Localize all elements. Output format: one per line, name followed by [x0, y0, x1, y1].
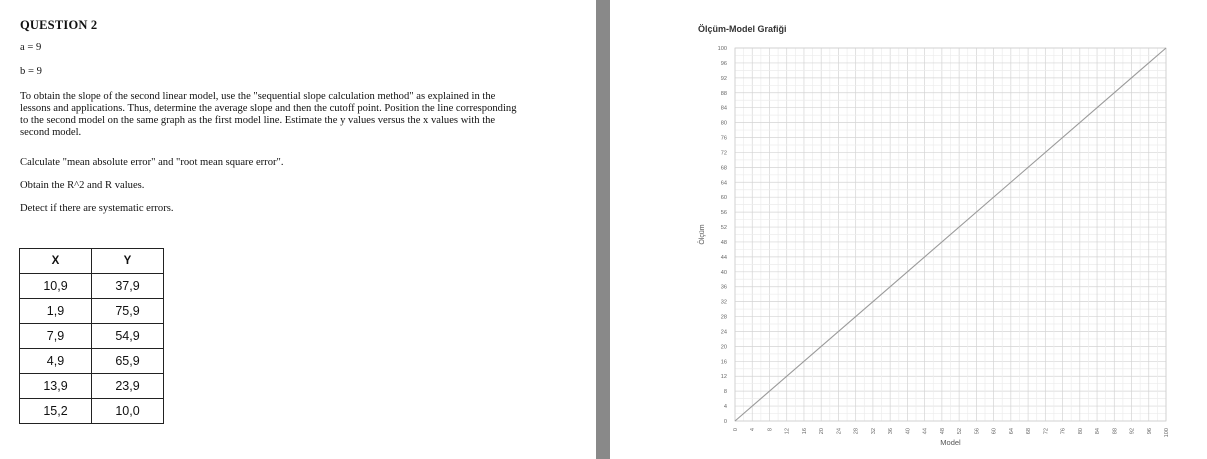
- y-tick-label: 48: [720, 239, 727, 246]
- table-row: [20, 349, 164, 374]
- x-axis-ticks: [733, 428, 1170, 437]
- y-tick-label: 52: [720, 225, 727, 232]
- cell-y: 23,9: [92, 374, 164, 399]
- y-tick-label: 32: [720, 299, 727, 306]
- x-tick-label: 100: [1164, 428, 1170, 438]
- y-axis-label: Ölçüm: [699, 224, 706, 245]
- y-tick-label: 92: [720, 75, 727, 82]
- x-tick-label: 88: [1112, 428, 1119, 435]
- olcum-model-chart: [690, 18, 1180, 450]
- x-tick-label: 96: [1146, 428, 1153, 435]
- x-tick-label: 76: [1060, 428, 1067, 435]
- cell-x: 4,9: [20, 349, 92, 374]
- x-tick-label: 72: [1043, 428, 1050, 435]
- y-tick-label: 96: [720, 60, 727, 67]
- page-divider: [596, 0, 610, 459]
- y-tick-label: 80: [720, 120, 727, 127]
- cell-x: 7,9: [20, 324, 92, 349]
- y-tick-label: 76: [720, 135, 727, 142]
- y-tick-label: 4: [723, 404, 727, 411]
- table-row: [20, 374, 164, 399]
- y-tick-label: 68: [720, 165, 727, 172]
- x-tick-label: 12: [784, 428, 791, 435]
- xy-data-table: [19, 248, 164, 424]
- chart-container: [690, 18, 1180, 450]
- header-y: Y: [92, 249, 164, 274]
- y-tick-label: 12: [720, 374, 727, 381]
- y-axis-ticks: [718, 46, 727, 425]
- table-row: [20, 299, 164, 324]
- x-tick-label: 28: [853, 428, 860, 435]
- x-tick-label: 36: [888, 428, 895, 435]
- y-tick-label: 84: [720, 105, 727, 112]
- x-tick-label: 52: [957, 428, 964, 435]
- y-tick-label: 36: [720, 284, 727, 291]
- x-tick-label: 24: [836, 428, 843, 435]
- a-value: a = 9: [20, 42, 42, 53]
- x-tick-label: 56: [974, 428, 981, 435]
- y-tick-label: 40: [720, 269, 727, 276]
- x-tick-label: 8: [767, 428, 774, 432]
- table-row: [20, 274, 164, 299]
- x-tick-label: 32: [870, 428, 877, 435]
- b-value: b = 9: [20, 66, 42, 77]
- y-tick-label: 44: [720, 254, 727, 261]
- y-tick-label: 24: [720, 329, 727, 336]
- y-tick-label: 16: [720, 359, 727, 366]
- x-tick-label: 0: [733, 428, 739, 432]
- y-tick-label: 72: [720, 150, 727, 157]
- question-title: QUESTION 2: [20, 18, 98, 32]
- y-tick-label: 20: [720, 344, 727, 351]
- y-tick-label: 100: [717, 46, 727, 52]
- x-tick-label: 40: [905, 428, 912, 435]
- x-tick-label: 64: [1008, 428, 1015, 435]
- y-tick-label: 28: [720, 314, 727, 321]
- y-tick-label: 8: [723, 389, 727, 396]
- table-row: [20, 324, 164, 349]
- cell-y: 65,9: [92, 349, 164, 374]
- chart-title: Ölçüm-Model Grafiği: [698, 24, 787, 34]
- cell-x: 10,9: [20, 274, 92, 299]
- y-tick-label: 56: [720, 210, 727, 217]
- cell-x: 15,2: [20, 399, 92, 424]
- x-tick-label: 16: [801, 428, 808, 435]
- x-tick-label: 68: [1026, 428, 1033, 435]
- x-tick-label: 80: [1077, 428, 1084, 435]
- x-tick-label: 48: [939, 428, 946, 435]
- cell-y: 75,9: [92, 299, 164, 324]
- table-header-row: [20, 249, 164, 274]
- cell-y: 37,9: [92, 274, 164, 299]
- x-tick-label: 84: [1095, 428, 1102, 435]
- x-tick-label: 44: [922, 428, 929, 435]
- task-errors: Calculate "mean absolute error" and "root mean square error".: [20, 157, 284, 168]
- y-tick-label: 0: [723, 419, 727, 425]
- cell-y: 10,0: [92, 399, 164, 424]
- x-axis-label: Model: [940, 438, 961, 447]
- task-r-values: Obtain the R^2 and R values.: [20, 180, 145, 191]
- y-tick-label: 60: [720, 195, 727, 202]
- y-tick-label: 88: [720, 90, 727, 97]
- cell-x: 1,9: [20, 299, 92, 324]
- x-tick-label: 92: [1129, 428, 1136, 435]
- cell-y: 54,9: [92, 324, 164, 349]
- instructions-paragraph: To obtain the slope of the second linear model, use the "sequential slope calculation method" as explained in the lessons and applications. Thus, determine the average slope and then the cutoff point. Position the line corresponding to the second model on the same graph as the first model line. Estimate the y values versus the x values with the second model.: [20, 91, 517, 138]
- header-x: X: [20, 249, 92, 274]
- task-systematic: Detect if there are systematic errors.: [20, 203, 174, 214]
- y-tick-label: 64: [720, 180, 727, 187]
- cell-x: 13,9: [20, 374, 92, 399]
- x-tick-label: 60: [991, 428, 998, 435]
- table-row: [20, 399, 164, 424]
- x-tick-label: 4: [750, 428, 757, 432]
- x-tick-label: 20: [819, 428, 826, 435]
